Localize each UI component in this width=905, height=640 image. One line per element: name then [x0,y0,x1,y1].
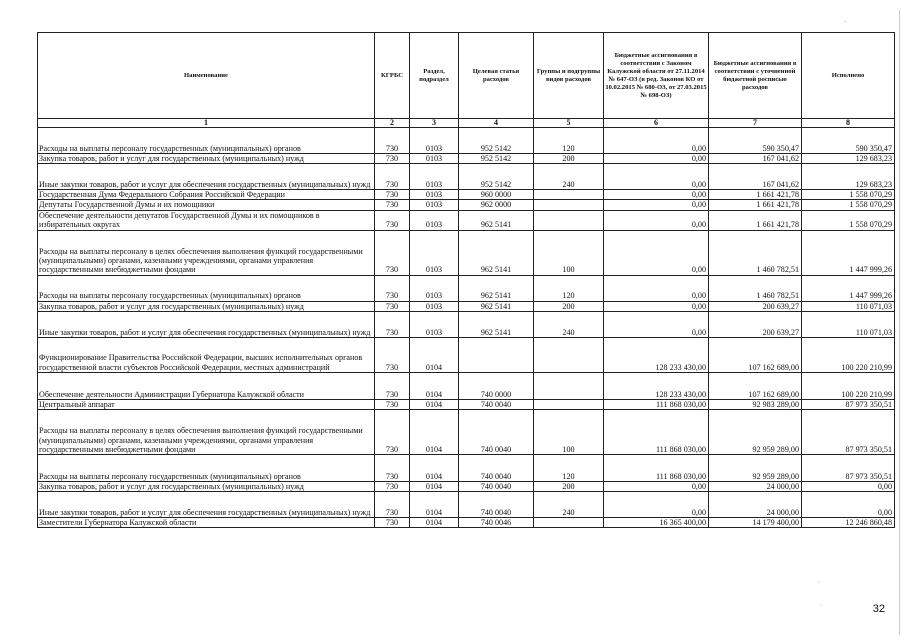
row-name-cell: Функционирование Правительства Российской Федерации, высших исполнительных органов государственной власти субъектов Российской Федерации, местных администраций [38,337,375,372]
table-row [38,200,895,210]
row-revised-allocation-cell: 1 661 421,78 [709,200,802,210]
row-revised-allocation-cell: 24 000,00 [709,492,802,518]
row-kgrbs-cell: 730 [375,372,410,399]
row-group-cell: 240 [534,311,604,337]
row-revised-allocation-cell: 200 639,27 [709,311,802,337]
row-target-cell: 962 0000 [459,200,534,210]
row-group-cell: 200 [534,301,604,311]
table-row [38,337,895,372]
row-group-cell: 120 [534,128,604,154]
header-revised-allocation: Бюджетные ассигнования в соответствии с уточненной бюджетной росписью расходов [709,33,802,119]
row-section-cell: 0104 [410,410,459,455]
row-group-cell: 200 [534,154,604,164]
header-law-allocation: Бюджетные ассигнования в соответствии с Законом Калужской области от 27.11.2014 № 647-ОЗ (в ред. Законов КО от 10.02.2015 № 680-ОЗ, от 27.03.2015 № 698-ОЗ) [604,33,709,119]
row-revised-allocation-cell: 14 179 400,00 [709,518,802,528]
budget-execution-table [37,32,895,528]
header-groups: Группы и подгруппы видов расходов [534,33,604,119]
page-edge-line [899,10,900,635]
header-executed: Исполнено [802,33,895,119]
row-revised-allocation-cell: 24 000,00 [709,482,802,492]
row-law-allocation-cell: 128 233 430,00 [604,372,709,399]
row-name-cell: Центральный аппарат [38,399,375,409]
row-target-cell: 740 0040 [459,455,534,482]
row-name-cell: Иные закупки товаров, работ и услуг для обеспечения государственных (муниципальных) нужд [38,492,375,518]
table-row [38,154,895,164]
row-target-cell: 952 5142 [459,154,534,164]
header-target: Целевая статья расходов [459,33,534,119]
row-name-cell: Иные закупки товаров, работ и услуг для обеспечения государственных (муниципальных) нужд [38,164,375,190]
column-number: 7 [709,119,802,128]
row-section-cell: 0103 [410,190,459,200]
row-group-cell: 100 [534,230,604,275]
row-executed-cell: 1 447 999,26 [802,275,895,301]
row-name-cell: Расходы на выплаты персоналу в целях обеспечения выполнения функций государственными (муниципальными) органами, казенными учреждениями, органами управления государственными внебюджетными фондами [38,230,375,275]
row-revised-allocation-cell: 1 661 421,78 [709,190,802,200]
table-row [38,410,895,455]
row-kgrbs-cell: 730 [375,410,410,455]
row-law-allocation-cell: 0,00 [604,190,709,200]
header-kgrbs: КГРБС [375,33,410,119]
row-section-cell: 0104 [410,337,459,372]
table-row [38,301,895,311]
row-kgrbs-cell: 730 [375,337,410,372]
row-group-cell: 240 [534,492,604,518]
row-group-cell: 200 [534,482,604,492]
table-row [38,399,895,409]
row-law-allocation-cell: 0,00 [604,210,709,230]
table-row [38,164,895,190]
row-revised-allocation-cell: 1 460 782,51 [709,230,802,275]
row-group-cell [534,372,604,399]
row-target-cell: 740 0040 [459,482,534,492]
table-row [38,492,895,518]
row-law-allocation-cell: 128 233 430,00 [604,337,709,372]
row-target-cell: 740 0046 [459,518,534,528]
column-number: 3 [410,119,459,128]
column-number: 8 [802,119,895,128]
row-name-cell: Заместители Губернатора Калужской области [38,518,375,528]
header-name: Наименование [38,33,375,119]
row-revised-allocation-cell: 167 041,62 [709,164,802,190]
row-target-cell [459,337,534,372]
row-target-cell: 952 5142 [459,128,534,154]
row-law-allocation-cell: 0,00 [604,230,709,275]
row-revised-allocation-cell: 107 162 689,00 [709,372,802,399]
row-law-allocation-cell: 0,00 [604,492,709,518]
table-row [38,482,895,492]
table-row [38,210,895,230]
row-section-cell: 0104 [410,399,459,409]
row-section-cell: 0103 [410,311,459,337]
row-kgrbs-cell: 730 [375,275,410,301]
row-name-cell: Обеспечение деятельности Администрации Губернатора Калужской области [38,372,375,399]
table-row [38,311,895,337]
row-executed-cell: 100 220 210,99 [802,372,895,399]
row-group-cell: 120 [534,275,604,301]
row-kgrbs-cell: 730 [375,311,410,337]
row-section-cell: 0103 [410,230,459,275]
row-revised-allocation-cell: 1 661 421,78 [709,210,802,230]
row-revised-allocation-cell: 92 959 289,00 [709,410,802,455]
row-executed-cell: 0,00 [802,482,895,492]
row-group-cell [534,210,604,230]
row-name-cell: Депутаты Государственной Думы и их помощники [38,200,375,210]
row-law-allocation-cell: 0,00 [604,275,709,301]
row-law-allocation-cell: 0,00 [604,164,709,190]
row-name-cell: Расходы на выплаты персоналу государственных (муниципальных) органов [38,128,375,154]
row-target-cell: 962 5141 [459,311,534,337]
budget-table-container [37,32,894,528]
row-kgrbs-cell: 730 [375,518,410,528]
row-executed-cell: 590 350,47 [802,128,895,154]
row-kgrbs-cell: 730 [375,210,410,230]
scan-speck: · [820,603,822,609]
table-row [38,518,895,528]
row-kgrbs-cell: 730 [375,200,410,210]
row-revised-allocation-cell: 167 041,62 [709,154,802,164]
scan-mark: ˊ [841,19,847,29]
row-group-cell [534,399,604,409]
row-target-cell: 740 0040 [459,492,534,518]
row-group-cell [534,190,604,200]
row-law-allocation-cell: 0,00 [604,154,709,164]
row-kgrbs-cell: 730 [375,455,410,482]
table-row [38,275,895,301]
row-group-cell: 120 [534,455,604,482]
row-law-allocation-cell: 0,00 [604,301,709,311]
column-number: 4 [459,119,534,128]
row-target-cell: 960 0000 [459,190,534,200]
row-law-allocation-cell: 0,00 [604,482,709,492]
column-number: 6 [604,119,709,128]
row-kgrbs-cell: 730 [375,164,410,190]
row-target-cell: 962 5141 [459,275,534,301]
row-executed-cell: 110 071,03 [802,301,895,311]
row-section-cell: 0103 [410,128,459,154]
row-executed-cell: 100 220 210,99 [802,337,895,372]
table-body [38,128,895,528]
row-executed-cell: 1 558 070,29 [802,190,895,200]
row-kgrbs-cell: 730 [375,154,410,164]
row-revised-allocation-cell: 92 983 289,00 [709,399,802,409]
column-number: 1 [38,119,375,128]
row-law-allocation-cell: 111 868 030,00 [604,399,709,409]
row-group-cell [534,518,604,528]
row-executed-cell: 110 071,03 [802,311,895,337]
row-kgrbs-cell: 730 [375,230,410,275]
row-executed-cell: 0,00 [802,492,895,518]
row-law-allocation-cell: 0,00 [604,200,709,210]
row-law-allocation-cell: 0,00 [604,311,709,337]
row-name-cell: Иные закупки товаров, работ и услуг для обеспечения государственных (муниципальных) нужд [38,311,375,337]
row-kgrbs-cell: 730 [375,492,410,518]
row-executed-cell: 1 558 070,29 [802,200,895,210]
row-name-cell: Закупка товаров, работ и услуг для государственных (муниципальных) нужд [38,482,375,492]
row-section-cell: 0104 [410,518,459,528]
row-name-cell: Обеспечение деятельности депутатов Государственной Думы и их помощников в избирательных округах [38,210,375,230]
table-header-row [38,33,895,119]
row-law-allocation-cell: 16 365 400,00 [604,518,709,528]
row-section-cell: 0103 [410,210,459,230]
column-number: 5 [534,119,604,128]
row-revised-allocation-cell: 1 460 782,51 [709,275,802,301]
scan-speck: · [818,580,820,586]
row-section-cell: 0104 [410,482,459,492]
row-revised-allocation-cell: 200 639,27 [709,301,802,311]
row-executed-cell: 1 558 070,29 [802,210,895,230]
row-section-cell: 0103 [410,200,459,210]
row-revised-allocation-cell: 590 350,47 [709,128,802,154]
row-law-allocation-cell: 0,00 [604,128,709,154]
row-target-cell: 962 5141 [459,301,534,311]
table-column-numbers-row [38,119,895,128]
row-executed-cell: 129 683,23 [802,164,895,190]
row-executed-cell: 12 246 860,48 [802,518,895,528]
row-name-cell: Государственная Дума Федерального Собрания Российской Федерации [38,190,375,200]
row-target-cell: 952 5142 [459,164,534,190]
row-kgrbs-cell: 730 [375,301,410,311]
table-row [38,128,895,154]
table-row [38,230,895,275]
page-number: 32 [872,603,885,615]
row-name-cell: Закупка товаров, работ и услуг для государственных (муниципальных) нужд [38,301,375,311]
row-revised-allocation-cell: 107 162 689,00 [709,337,802,372]
row-name-cell: Расходы на выплаты персоналу в целях обеспечения выполнения функций государственными (муниципальными) органами, казенными учреждениями, органами управления государственными внебюджетными фондами [38,410,375,455]
row-kgrbs-cell: 730 [375,482,410,492]
row-law-allocation-cell: 111 868 030,00 [604,410,709,455]
row-section-cell: 0103 [410,154,459,164]
row-section-cell: 0103 [410,164,459,190]
header-section: Раздел, подраздел [410,33,459,119]
row-revised-allocation-cell: 92 959 289,00 [709,455,802,482]
row-executed-cell: 87 973 350,51 [802,399,895,409]
row-section-cell: 0104 [410,455,459,482]
row-target-cell: 740 0040 [459,399,534,409]
row-executed-cell: 129 683,23 [802,154,895,164]
row-group-cell: 240 [534,164,604,190]
row-section-cell: 0104 [410,372,459,399]
column-number: 2 [375,119,410,128]
row-name-cell: Расходы на выплаты персоналу государственных (муниципальных) органов [38,275,375,301]
row-name-cell: Расходы на выплаты персоналу государственных (муниципальных) органов [38,455,375,482]
row-executed-cell: 87 973 350,51 [802,455,895,482]
row-law-allocation-cell: 111 868 030,00 [604,455,709,482]
row-target-cell: 740 0040 [459,410,534,455]
table-row [38,190,895,200]
row-section-cell: 0103 [410,301,459,311]
row-executed-cell: 87 973 350,51 [802,410,895,455]
row-kgrbs-cell: 730 [375,128,410,154]
row-kgrbs-cell: 730 [375,399,410,409]
row-target-cell: 962 5141 [459,210,534,230]
row-target-cell: 962 5141 [459,230,534,275]
row-group-cell [534,200,604,210]
row-section-cell: 0104 [410,492,459,518]
table-row [38,372,895,399]
row-section-cell: 0103 [410,275,459,301]
row-target-cell: 740 0000 [459,372,534,399]
row-group-cell: 100 [534,410,604,455]
row-kgrbs-cell: 730 [375,190,410,200]
row-name-cell: Закупка товаров, работ и услуг для государственных (муниципальных) нужд [38,154,375,164]
table-row [38,455,895,482]
row-executed-cell: 1 447 999,26 [802,230,895,275]
row-group-cell [534,337,604,372]
